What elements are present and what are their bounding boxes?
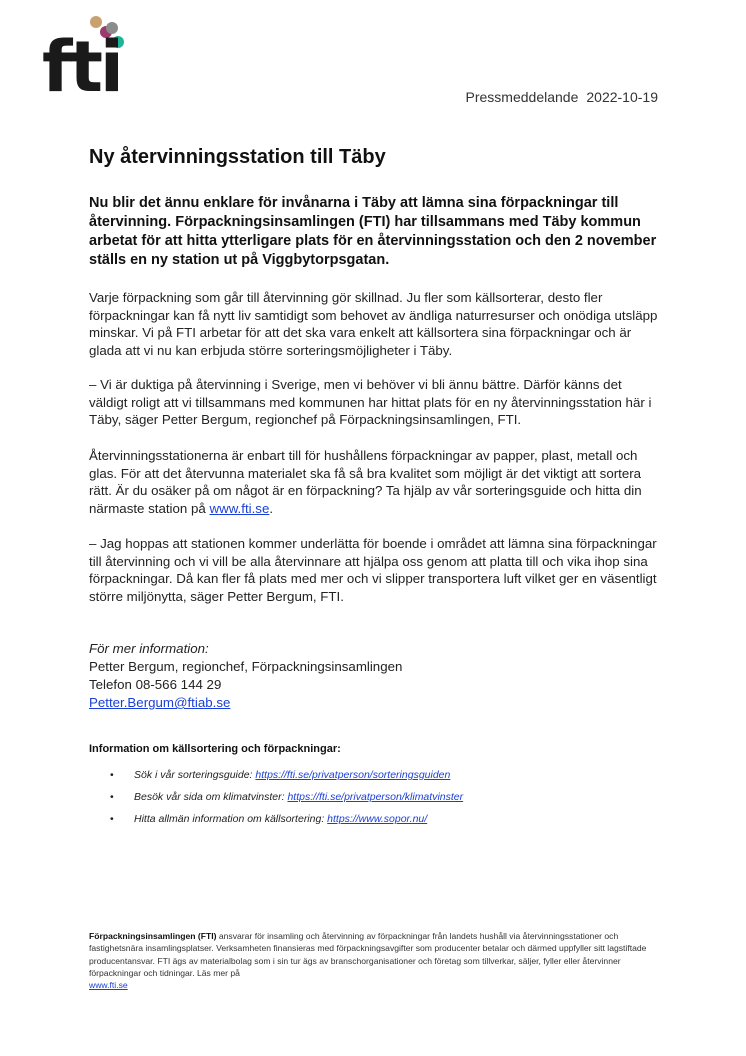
- list-item: [110, 808, 463, 830]
- link-label: Besök vår sida om klimatvinster:: [134, 791, 288, 803]
- body-paragraph-3: [89, 447, 659, 517]
- bullet: •: [110, 769, 114, 781]
- link-label: Sök i vår sorteringsguide:: [134, 769, 256, 781]
- sorteringsguiden-link[interactable]: https://fti.se/privatperson/sorteringsguiden: [255, 769, 451, 781]
- body-paragraph-3-text: Återvinningsstationerna är enbart till för hushållens förpackningar av papper, plast, metall och glas. För att det återvunna materialet ska få så bra kvalitet som möjligt är det viktigt att sortera rätt. Är du osäker på om något är en förpackning? Ta hjälp av vår sorteringsguide och hitta din närmaste station på: [89, 448, 642, 516]
- contact-email-link[interactable]: Petter.Bergum@ftiab.se: [89, 695, 231, 710]
- contact-heading: För mer information:: [89, 641, 209, 656]
- footer-website-link[interactable]: www.fti.se: [89, 980, 128, 991]
- body-paragraph-1: Varje förpackning som går till återvinning gör skillnad. Ju fler som källsorterar, desto fler förpackningar kan få nytt liv samtidigt som behovet av ändliga naturresurser och onödiga utsläpp minskar. Vi på FTI arbetar för att det ska vara enkelt att källsortera sina förpackningar och är glada att vi nu kan erbjuda större sorteringsmöjligheter i Täby.: [89, 290, 658, 358]
- press-label: Pressmeddelande: [465, 89, 579, 105]
- page-title: Ny återvinningsstation till Täby: [89, 146, 386, 168]
- footer-body: ansvarar för insamling och återvinning av förpackningar från landets hushåll via återvinningsstationer och fastighetsnära insamlingsplatser. Verksamheten finansieras med förpackningsavgifter som producenter betalar och därmed uppfyller sitt lagstiftade producentansvar. FTI ägs av materialbolag som i sin tur ägs av branschorganisationer och företag som tillverkar, säljer, fyller eller återvinner förpackningar och tidningar. Läs mer på: [89, 931, 647, 978]
- press-date: 2022-10-19: [586, 89, 658, 105]
- press-header: [440, 89, 658, 105]
- klimatvinster-link[interactable]: https://fti.se/privatperson/klimatvinster: [287, 791, 464, 803]
- contact-block: [89, 640, 402, 712]
- links-heading: Information om källsortering och förpackningar:: [89, 743, 341, 755]
- bullet: •: [110, 791, 114, 803]
- sopor-link[interactable]: https://www.sopor.nu/: [327, 813, 428, 825]
- fti-logo: [42, 16, 134, 106]
- fti-website-link[interactable]: www.fti.se: [209, 500, 270, 516]
- lead-paragraph: Nu blir det ännu enklare för invånarna i Täby att lämna sina förpackningar till återvinning. Förpackningsinsamlingen (FTI) har tillsammans med Täby kommun arbetat för att hitta ytterligare plats för en återvinningsstation och den 2 november ställs en ny station ut på Viggbytorpsgatan.: [89, 195, 657, 268]
- body-paragraph-4: – Jag hoppas att stationen kommer underlätta för boende i området att lämna sina förpackningar till återvinning och vi vill be alla återvinnare att hjälpa oss genom att platta till och vika ihop sina förpackningar. Då kan fler få plats med mer och vi slipper transportera luft vilket ger en väsentligt större miljönytta, säger Petter Bergum, FTI.: [89, 536, 657, 604]
- body-paragraph-3-end: .: [269, 500, 274, 516]
- contact-phone: Telefon 08-566 144 29: [89, 677, 222, 692]
- list-item: [110, 764, 463, 786]
- list-item: [110, 786, 463, 808]
- links-list: [110, 764, 463, 830]
- body-paragraph-2: – Vi är duktiga på återvinning i Sverige, men vi behöver vi bli ännu bättre. Därför känns det väldigt roligt att vi tillsammans med kommunen har hittat plats för en ny återvinningsstation här i Täby, säger Petter Bergum, regionchef på Förpackningsinsamlingen, FTI.: [89, 377, 652, 427]
- logo-wordmark: fti: [42, 26, 121, 108]
- link-label: Hitta allmän information om källsortering:: [134, 813, 328, 825]
- footer-text: [89, 930, 659, 991]
- contact-name: Petter Bergum, regionchef, Förpackningsinsamlingen: [89, 659, 403, 674]
- bullet: •: [110, 813, 114, 825]
- footer-org: Förpackningsinsamlingen (FTI): [89, 931, 217, 941]
